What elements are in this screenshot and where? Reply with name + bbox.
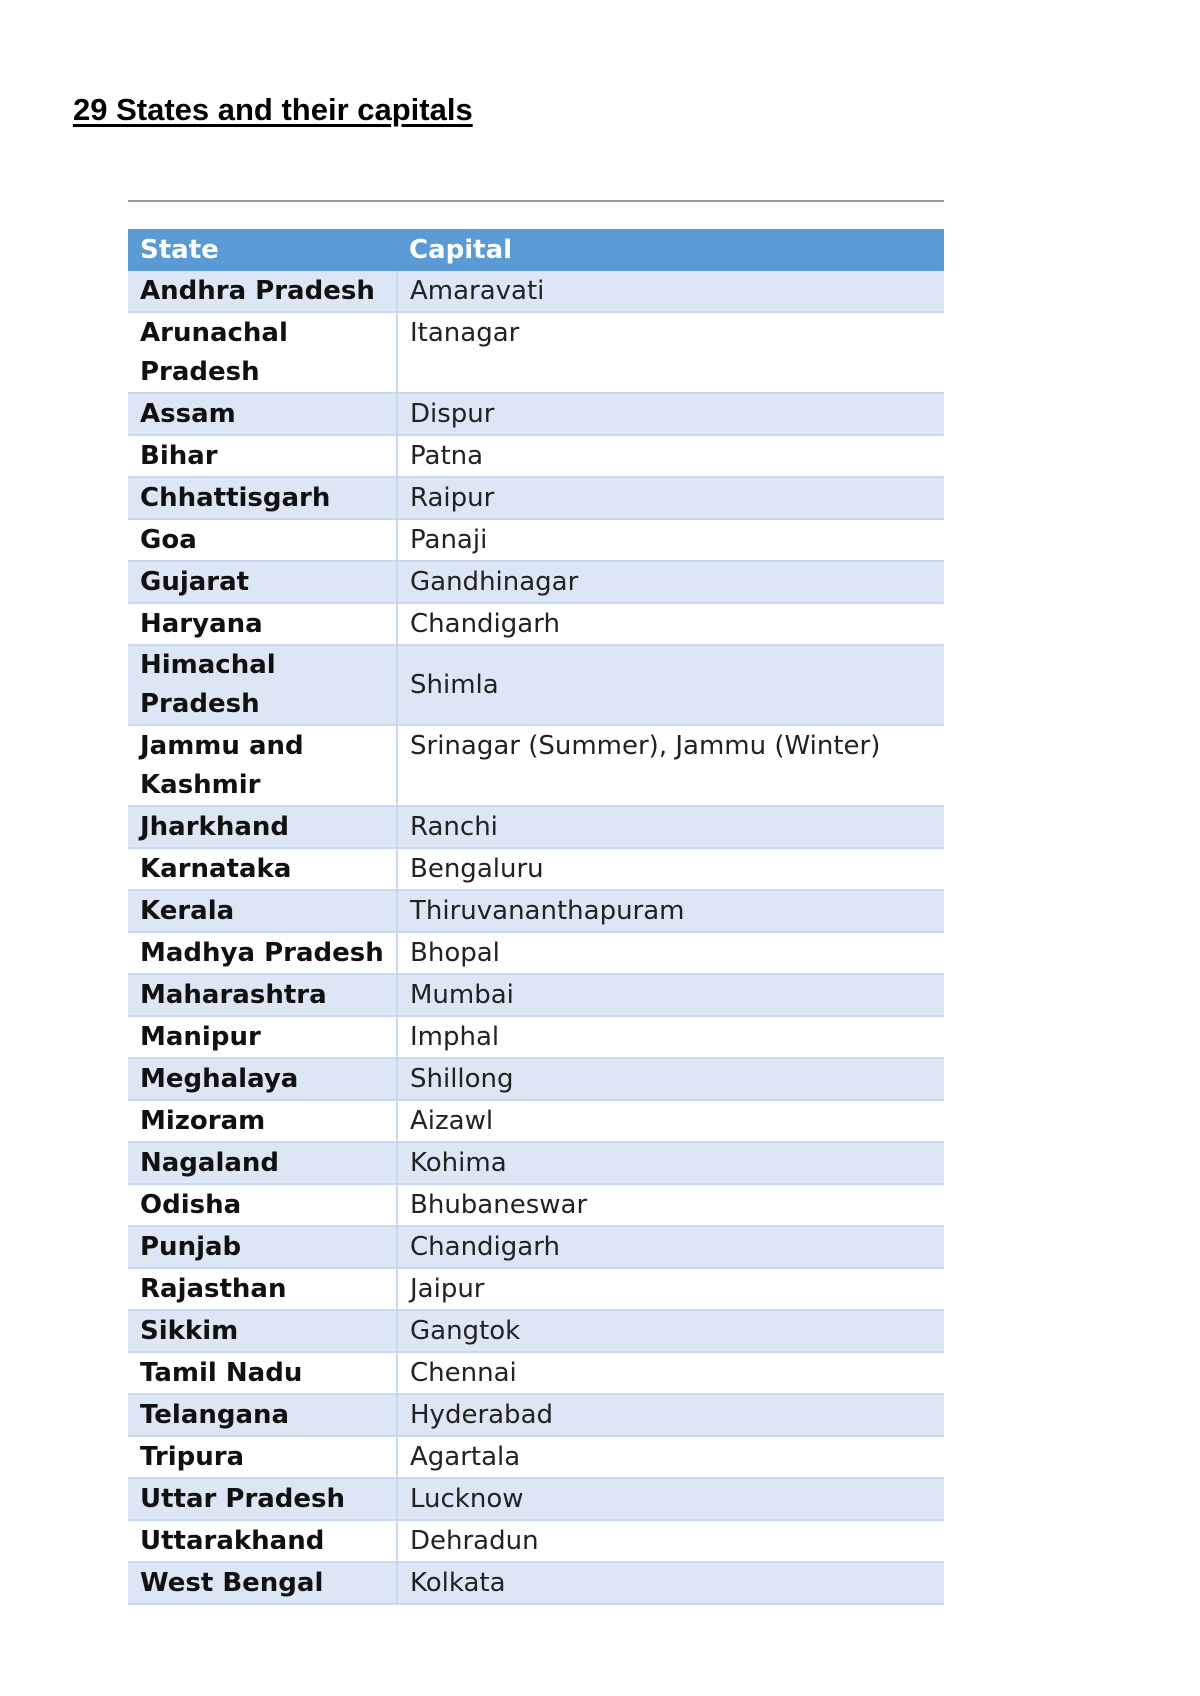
- state-cell: Gujarat: [128, 561, 397, 603]
- state-cell: Odisha: [128, 1184, 397, 1226]
- state-cell: Goa: [128, 519, 397, 561]
- table-row: [128, 477, 944, 519]
- states-capitals-table: [128, 229, 944, 1605]
- table-row: [128, 725, 944, 806]
- capital-cell: Agartala: [397, 1436, 944, 1478]
- capital-cell: Dehradun: [397, 1520, 944, 1562]
- column-header-state: State: [128, 229, 397, 271]
- capital-cell: Jaipur: [397, 1268, 944, 1310]
- state-cell: Maharashtra: [128, 974, 397, 1016]
- state-cell: Tamil Nadu: [128, 1352, 397, 1394]
- capital-cell: Chandigarh: [397, 1226, 944, 1268]
- state-cell: Madhya Pradesh: [128, 932, 397, 974]
- table-row: [128, 603, 944, 645]
- state-cell: Meghalaya: [128, 1058, 397, 1100]
- table-header-row: [128, 229, 944, 271]
- state-cell: Karnataka: [128, 848, 397, 890]
- state-cell: Himachal Pradesh: [128, 645, 397, 725]
- capital-cell: Imphal: [397, 1016, 944, 1058]
- state-cell: West Bengal: [128, 1562, 397, 1604]
- capital-cell: Itanagar: [397, 312, 944, 393]
- table-row: [128, 932, 944, 974]
- table-row: [128, 1268, 944, 1310]
- table-row: [128, 435, 944, 477]
- table-row: [128, 1058, 944, 1100]
- capital-cell: Bhubaneswar: [397, 1184, 944, 1226]
- capital-cell: Lucknow: [397, 1478, 944, 1520]
- capital-cell: Mumbai: [397, 974, 944, 1016]
- table-row: [128, 561, 944, 603]
- state-cell: Telangana: [128, 1394, 397, 1436]
- state-cell: Haryana: [128, 603, 397, 645]
- horizontal-divider: [128, 200, 944, 202]
- capital-cell: Hyderabad: [397, 1394, 944, 1436]
- table-row: [128, 806, 944, 848]
- state-cell: Uttarakhand: [128, 1520, 397, 1562]
- state-cell: Assam: [128, 393, 397, 435]
- state-cell: Uttar Pradesh: [128, 1478, 397, 1520]
- table-row: [128, 1394, 944, 1436]
- state-cell: Manipur: [128, 1016, 397, 1058]
- capital-cell: Shillong: [397, 1058, 944, 1100]
- table-row: [128, 1184, 944, 1226]
- capital-cell: Aizawl: [397, 1100, 944, 1142]
- capital-cell: Panaji: [397, 519, 944, 561]
- page-title: 29 States and their capitals: [73, 92, 473, 127]
- state-cell: Jammu and Kashmir: [128, 725, 397, 806]
- state-cell: Arunachal Pradesh: [128, 312, 397, 393]
- state-cell: Sikkim: [128, 1310, 397, 1352]
- table-body: [128, 271, 944, 1604]
- table-row: [128, 1436, 944, 1478]
- table-row: [128, 1142, 944, 1184]
- capital-cell: Dispur: [397, 393, 944, 435]
- state-cell: Chhattisgarh: [128, 477, 397, 519]
- capital-cell: Chandigarh: [397, 603, 944, 645]
- table-row: [128, 974, 944, 1016]
- table-header: [128, 229, 944, 271]
- table-row: [128, 1562, 944, 1604]
- capital-cell: Bhopal: [397, 932, 944, 974]
- capital-cell: Patna: [397, 435, 944, 477]
- state-cell: Bihar: [128, 435, 397, 477]
- table-row: [128, 890, 944, 932]
- capital-cell: Chennai: [397, 1352, 944, 1394]
- capital-cell: Srinagar (Summer), Jammu (Winter): [397, 725, 944, 806]
- capital-cell: Kolkata: [397, 1562, 944, 1604]
- table-row: [128, 1100, 944, 1142]
- table-row: [128, 1352, 944, 1394]
- table-row: [128, 1226, 944, 1268]
- capital-cell: Thiruvananthapuram: [397, 890, 944, 932]
- state-cell: Jharkhand: [128, 806, 397, 848]
- capital-cell: Kohima: [397, 1142, 944, 1184]
- state-cell: Nagaland: [128, 1142, 397, 1184]
- table-row: [128, 312, 944, 393]
- table-row: [128, 645, 944, 725]
- table-row: [128, 1520, 944, 1562]
- table-row: [128, 848, 944, 890]
- capital-cell: Ranchi: [397, 806, 944, 848]
- state-cell: Punjab: [128, 1226, 397, 1268]
- table-row: [128, 1310, 944, 1352]
- state-cell: Andhra Pradesh: [128, 271, 397, 312]
- capital-cell: Amaravati: [397, 271, 944, 312]
- state-cell: Tripura: [128, 1436, 397, 1478]
- capital-cell: Gandhinagar: [397, 561, 944, 603]
- table-row: [128, 1478, 944, 1520]
- table-row: [128, 519, 944, 561]
- table-row: [128, 271, 944, 312]
- capital-cell: Raipur: [397, 477, 944, 519]
- state-cell: Mizoram: [128, 1100, 397, 1142]
- capital-cell: Gangtok: [397, 1310, 944, 1352]
- state-cell: Kerala: [128, 890, 397, 932]
- state-cell: Rajasthan: [128, 1268, 397, 1310]
- table-row: [128, 393, 944, 435]
- table-row: [128, 1016, 944, 1058]
- capital-cell: Shimla: [397, 645, 944, 725]
- capital-cell: Bengaluru: [397, 848, 944, 890]
- column-header-capital: Capital: [397, 229, 944, 271]
